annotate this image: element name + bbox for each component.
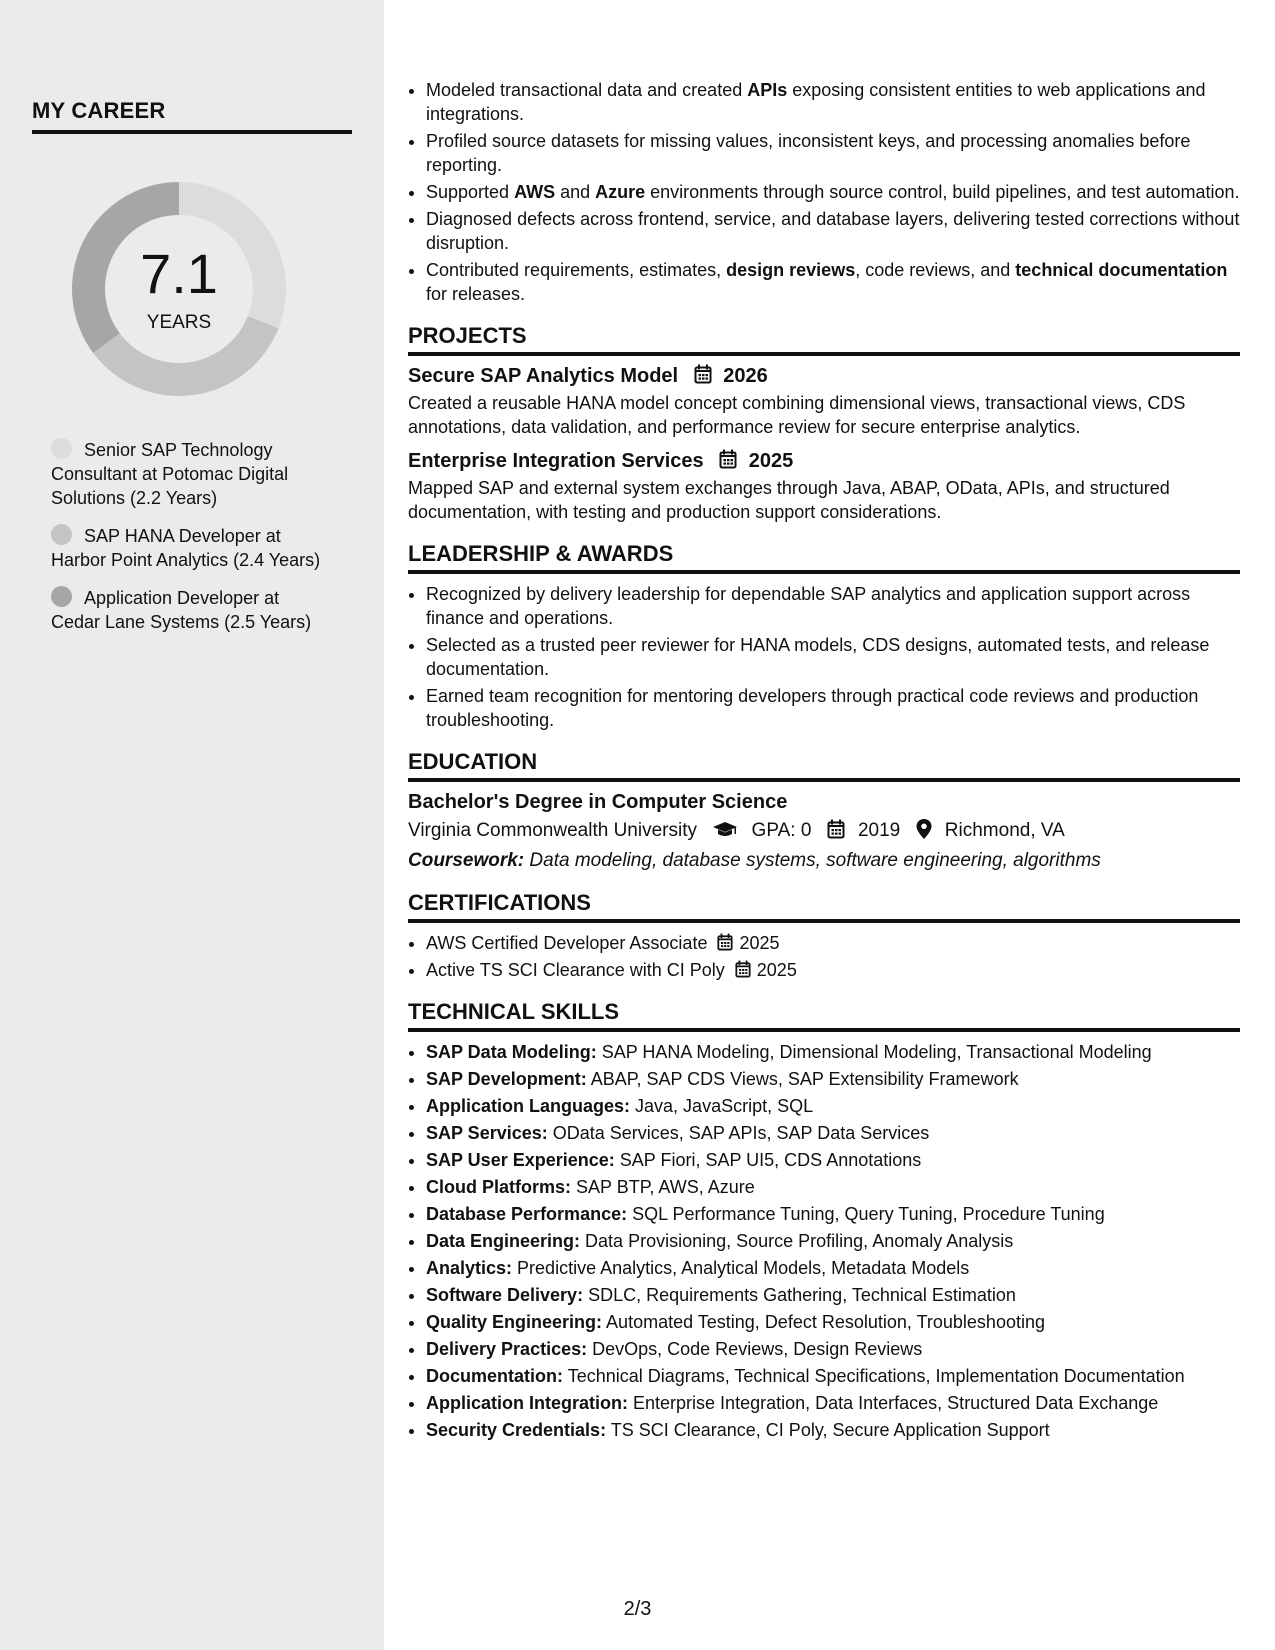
legend-dot-icon (51, 438, 72, 459)
skills-heading: TECHNICAL SKILLS (408, 1000, 1240, 1032)
skill-label: Application Integration: (426, 1393, 628, 1413)
skill-value: Technical Diagrams, Technical Specifications, Implementation Documentation (567, 1366, 1185, 1386)
calendar-icon (735, 960, 751, 978)
skill-value: SAP BTP, AWS, Azure (576, 1177, 755, 1197)
project-title (408, 449, 1240, 473)
bullet-text: for releases. (426, 284, 526, 304)
skill-value: OData Services, SAP APIs, SAP Data Services (552, 1123, 930, 1143)
school-name: Virginia Commonwealth University (408, 820, 697, 841)
project-title (408, 364, 1240, 388)
resume-main-column (408, 78, 1240, 1445)
skill-item (426, 1364, 1240, 1388)
education-details (408, 819, 1240, 843)
skill-label: Software Delivery: (426, 1285, 584, 1305)
skill-label: Application Languages: (426, 1096, 631, 1116)
skill-value: SAP Fiori, SAP UI5, CDS Annotations (619, 1150, 922, 1170)
page-number (0, 1598, 1275, 1621)
skill-item (426, 1148, 1240, 1172)
career-role-item (51, 524, 321, 572)
certification-item (426, 958, 1240, 982)
certification-item (426, 931, 1240, 955)
skill-value: Java, JavaScript, SQL (635, 1096, 814, 1116)
certifications-list (408, 931, 1240, 982)
skill-item (426, 1040, 1240, 1064)
calendar-icon (694, 364, 712, 384)
skill-item (426, 1418, 1240, 1442)
certification-name: Active TS SCI Clearance with CI Poly (426, 960, 725, 980)
location-pin-icon (916, 819, 932, 839)
bullet-bold: AWS (514, 182, 556, 202)
leadership-heading: LEADERSHIP & AWARDS (408, 542, 1240, 574)
leadership-item: • Recognized by delivery leadership for dependable SAP analytics and application support across finance and operations. (426, 582, 1240, 630)
certification-name: AWS Certified Developer Associate (426, 933, 708, 953)
skill-item (426, 1121, 1240, 1145)
experience-bullet (426, 258, 1240, 306)
bullet-text: exposing consistent entities to web applications and integrations. (426, 80, 1206, 124)
certification-year: 2025 (739, 933, 780, 953)
skill-value: ABAP, SAP CDS Views, SAP Extensibility Framework (590, 1069, 1019, 1089)
degree-title: Bachelor's Degree in Computer Science (408, 791, 788, 813)
school-location: Richmond, VA (944, 820, 1065, 841)
skill-label: SAP Services: (426, 1123, 548, 1143)
skill-label: Quality Engineering: (426, 1312, 603, 1332)
coursework-text: Data modeling, database systems, software engineering, algorithms (529, 850, 1101, 871)
skill-value: SQL Performance Tuning, Query Tuning, Procedure Tuning (632, 1204, 1105, 1224)
skill-value: SAP HANA Modeling, Dimensional Modeling, Transactional Modeling (601, 1042, 1152, 1062)
career-role-text: Senior SAP Technology Consultant at Potomac Digital Solutions (2.2 Years) (51, 440, 289, 508)
bullet-text: Contributed requirements, estimates, (426, 260, 727, 280)
skill-value: TS SCI Clearance, CI Poly, Secure Application Support (610, 1420, 1050, 1440)
career-role-item (51, 438, 321, 510)
career-role-item (51, 586, 321, 634)
certification-year: 2025 (756, 960, 797, 980)
experience-bullet (426, 78, 1240, 126)
skill-item (426, 1283, 1240, 1307)
project-year: 2026 (723, 365, 768, 387)
skill-item (426, 1337, 1240, 1361)
bullet-text: environments through source control, build pipelines, and test automation. (645, 182, 1240, 202)
certifications-heading: CERTIFICATIONS (408, 891, 1240, 923)
bullet-bold: design reviews (726, 260, 856, 280)
skill-label: Analytics: (426, 1258, 513, 1278)
career-donut-chart (66, 176, 292, 402)
project-name: Enterprise Integration Services (408, 450, 704, 472)
legend-dot-icon (51, 586, 72, 607)
bullet-bold: technical documentation (1015, 260, 1228, 280)
skill-item (426, 1256, 1240, 1280)
skill-value: DevOps, Code Reviews, Design Reviews (592, 1339, 923, 1359)
skill-item (426, 1175, 1240, 1199)
career-role-text: SAP HANA Developer at Harbor Point Analytics (2.4 Years) (51, 526, 321, 570)
skill-label: Documentation: (426, 1366, 563, 1386)
bullet-text: , code reviews, and (855, 260, 1016, 280)
skill-label: SAP Development: (426, 1069, 587, 1089)
skill-value: SDLC, Requirements Gathering, Technical Estimation (588, 1285, 1016, 1305)
total-years-label: YEARS (146, 312, 212, 333)
project-name: Secure SAP Analytics Model (408, 365, 679, 387)
page-number-text: 2/3 (623, 1598, 652, 1620)
graduation-year: 2019 (857, 820, 901, 841)
legend-dot-icon (51, 524, 72, 545)
project-description: Mapped SAP and external system exchanges through Java, ABAP, OData, APIs, and structured documentation, with testing and production support considerations. (408, 478, 1170, 522)
leadership-item: • Selected as a trusted peer reviewer for HANA models, CDS designs, automated tests, and release documentation. (426, 633, 1240, 681)
skill-item (426, 1391, 1240, 1415)
experience-bullet (426, 180, 1240, 204)
gpa-value: GPA: 0 (751, 820, 812, 841)
project-description: Created a reusable HANA model concept combining dimensional views, transactional views, CDS annotations, data validation, and performance review for secure enterprise analytics. (408, 393, 1186, 437)
bullet-text: and (555, 182, 596, 202)
experience-bullet (426, 129, 1240, 177)
experience-bullet (426, 207, 1240, 255)
skill-value: Data Provisioning, Source Profiling, Anomaly Analysis (585, 1231, 1014, 1251)
skill-label: Cloud Platforms: (426, 1177, 572, 1197)
career-sidebar (0, 0, 384, 1650)
coursework-label: Coursework: (408, 850, 525, 871)
calendar-icon (827, 819, 845, 839)
skill-label: Security Credentials: (426, 1420, 607, 1440)
skill-label: SAP User Experience: (426, 1150, 615, 1170)
skill-label: Database Performance: (426, 1204, 628, 1224)
leadership-item: • Earned team recognition for mentoring developers through practical code reviews and production troubleshooting. (426, 684, 1240, 732)
education-heading: EDUCATION (408, 750, 1240, 782)
skill-value: Predictive Analytics, Analytical Models, Metadata Models (517, 1258, 970, 1278)
bullet-bold: Azure (595, 182, 646, 202)
bullet-text: Modeled transactional data and created (426, 80, 748, 100)
skill-item (426, 1202, 1240, 1226)
skill-item (426, 1310, 1240, 1334)
career-title: MY CAREER (32, 98, 352, 134)
skill-item (426, 1229, 1240, 1253)
career-role-list (51, 438, 321, 648)
skill-item (426, 1067, 1240, 1091)
calendar-icon (717, 933, 733, 951)
coursework-line (408, 849, 1240, 873)
graduation-cap-icon (712, 821, 738, 839)
leadership-list (408, 582, 1240, 732)
skills-list (408, 1040, 1240, 1442)
bullet-bold: APIs (747, 80, 788, 100)
skill-label: Delivery Practices: (426, 1339, 588, 1359)
projects-heading: PROJECTS (408, 324, 1240, 356)
skill-label: Data Engineering: (426, 1231, 581, 1251)
skill-value: Automated Testing, Defect Resolution, Troubleshooting (606, 1312, 1045, 1332)
project-year: 2025 (748, 450, 794, 472)
bullet-text: Profiled source datasets for missing values, inconsistent keys, and processing anomalies before reporting. (426, 131, 1191, 175)
skill-label: SAP Data Modeling: (426, 1042, 597, 1062)
skill-value: Enterprise Integration, Data Interfaces, Structured Data Exchange (633, 1393, 1159, 1413)
total-years-value: 7.1 (140, 242, 218, 305)
bullet-text: Supported (426, 182, 515, 202)
calendar-icon (719, 449, 737, 469)
skill-item (426, 1094, 1240, 1118)
bullet-text: Diagnosed defects across frontend, service, and database layers, delivering tested corrections without disruption. (426, 209, 1240, 253)
career-role-text: Application Developer at Cedar Lane Systems (2.5 Years) (51, 588, 312, 632)
experience-bullet-list (408, 78, 1240, 306)
